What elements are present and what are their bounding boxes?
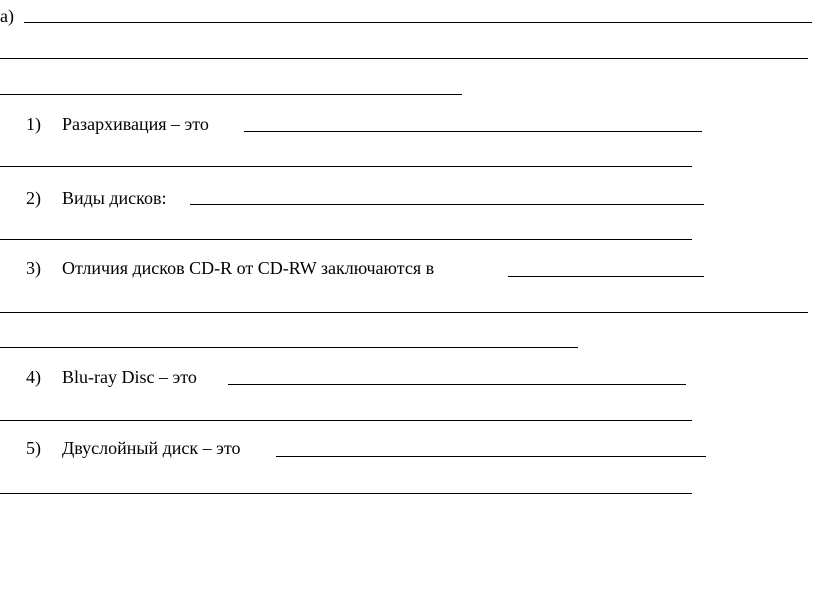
answer-line [228, 384, 686, 385]
answer-line [508, 276, 704, 277]
answer-line [190, 204, 704, 205]
answer-line [276, 456, 706, 457]
question-text: Виды дисков: [62, 188, 167, 208]
question-number: 1) [26, 114, 41, 134]
question-number: 5) [26, 438, 41, 458]
answer-line [24, 22, 812, 23]
question-number: 3) [26, 258, 41, 278]
section-label: а) [0, 6, 14, 26]
question-text: Blu-ray Disc – это [62, 367, 197, 387]
answer-line [0, 493, 692, 494]
answer-line [0, 347, 578, 348]
question-number: 2) [26, 188, 41, 208]
answer-line [0, 239, 692, 240]
answer-line [244, 131, 702, 132]
answer-line [0, 312, 808, 313]
question-text: Отличия дисков CD-R от CD-RW заключаются в [62, 258, 435, 278]
answer-line [0, 94, 462, 95]
question-number: 4) [26, 367, 41, 387]
question-text: Двуслойный диск – это [62, 438, 241, 458]
answer-line [0, 58, 808, 59]
question-text: Разархивация – это [62, 114, 209, 134]
answer-line [0, 166, 692, 167]
answer-line [0, 420, 692, 421]
